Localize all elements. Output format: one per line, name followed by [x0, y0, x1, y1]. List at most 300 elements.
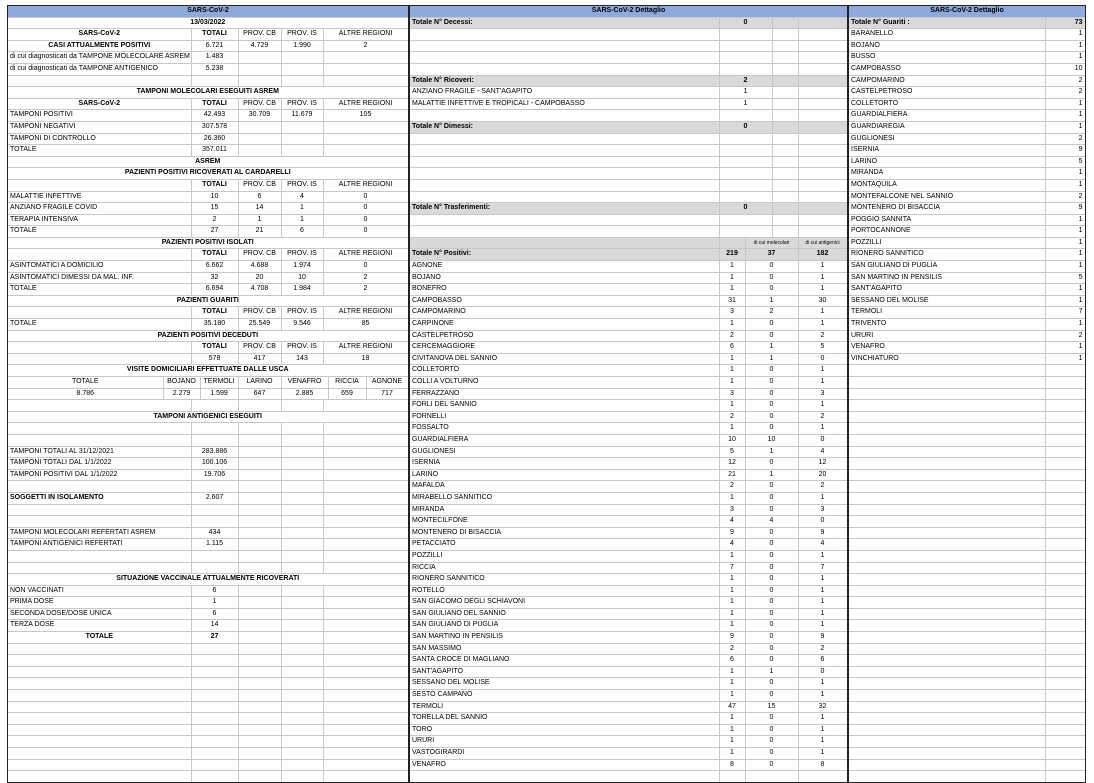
municipality: POGGIO SANNITA: [849, 214, 1045, 226]
positives-row: [410, 469, 847, 481]
total-count: 12: [719, 458, 745, 470]
cell: 1: [238, 214, 281, 226]
col-header: TOTALI: [191, 342, 238, 354]
municipality: RIONERO SANNITICO: [849, 249, 1045, 261]
positives-row: [410, 342, 847, 354]
molecular-count: 0: [745, 585, 798, 597]
positives-row: [410, 608, 847, 620]
municipality: TERMOLI: [849, 307, 1045, 319]
healed-row: [849, 319, 1085, 331]
molecular-count: 0: [745, 632, 798, 644]
positives-row: [410, 713, 847, 725]
cell: 21: [238, 226, 281, 238]
healed-row: [849, 342, 1085, 354]
antigen-count: 1: [798, 261, 847, 273]
col-header: PROV. IS: [281, 307, 323, 319]
molecular-count: 0: [745, 597, 798, 609]
row-label: TAMPONI DI CONTROLLO: [8, 133, 191, 145]
positives-row: [410, 377, 847, 389]
molecular-count: 0: [745, 678, 798, 690]
municipality: CAMPOMARINO: [410, 307, 719, 319]
cell: 4.708: [238, 284, 281, 296]
asrem-label: ASREM: [8, 156, 408, 168]
molecular-count: 0: [745, 411, 798, 423]
healed-detail-title: SARS-CoV-2 Dettaglio: [849, 6, 1085, 17]
municipality: MONTENERO DI BISACCIA: [849, 203, 1045, 215]
municipality: LARINO: [849, 156, 1045, 168]
total-count: 1: [719, 272, 745, 284]
col-header: PROV. CB: [238, 249, 281, 261]
row-label: ASINTOMATICI DIMESSI DA MAL. INF.: [8, 272, 191, 284]
row-label: TAMPONI MOLECOLARI REFERTATI ASREM: [8, 527, 191, 539]
col-header: TOTALI: [191, 307, 238, 319]
molecular-count: 1: [745, 469, 798, 481]
healed-count: 2: [1045, 87, 1085, 99]
positives-antigen: 182: [798, 249, 847, 261]
positives-detail-panel: [409, 5, 848, 783]
healed-count: 1: [1045, 52, 1085, 64]
municipality: CAMPOMARINO: [849, 75, 1045, 87]
molecular-count: 0: [745, 643, 798, 655]
healed-count: 1: [1045, 249, 1085, 261]
municipality: CERCEMAGGIORE: [410, 342, 719, 354]
total-count: 1: [719, 678, 745, 690]
healed-count: 1: [1045, 179, 1085, 191]
col-header: TOTALI: [191, 249, 238, 261]
healed-total-label: Totale N° Guariti :: [849, 17, 1045, 29]
antigen-count: 1: [798, 678, 847, 690]
total-count: 2: [719, 481, 745, 493]
cell: 2.885: [281, 388, 328, 400]
antigen-count: 1: [798, 550, 847, 562]
healed-row: [849, 75, 1085, 87]
healed-row: [849, 179, 1085, 191]
cell: 1: [281, 214, 323, 226]
positives-row: [410, 724, 847, 736]
municipality: VENAFRO: [849, 342, 1045, 354]
healed-row: [849, 98, 1085, 110]
cell: 32: [191, 272, 238, 284]
total-count: 1: [719, 574, 745, 586]
cell: 1: [191, 597, 238, 609]
molecular-count: 0: [745, 620, 798, 632]
cell: 2.607: [191, 492, 238, 504]
positives-row: [410, 446, 847, 458]
col-header: PROV. IS: [281, 342, 323, 354]
row-label: TOTALE: [8, 319, 191, 331]
positives-total: 219: [719, 249, 745, 261]
row-label: TAMPONI TOTALI AL 31/12/2021: [8, 446, 191, 458]
antigen-count: 1: [798, 492, 847, 504]
healed-count: 10: [1045, 63, 1085, 75]
healed-row: [849, 307, 1085, 319]
molecular-count: 1: [745, 295, 798, 307]
cell: 1.974: [281, 261, 323, 273]
deceased-title: PAZIENTI POSITIVI DECEDUTI: [8, 330, 408, 342]
total-count: 3: [719, 388, 745, 400]
municipality: RIONERO SANNITICO: [410, 574, 719, 586]
municipality: AGNONE: [410, 261, 719, 273]
municipality: GUGLIONESI: [410, 446, 719, 458]
total-count: 1: [719, 736, 745, 748]
healed-row: [849, 214, 1085, 226]
row-label: TOTALE: [8, 145, 191, 157]
cell: 5.238: [191, 63, 238, 75]
municipality: GUARDIALFIERA: [849, 110, 1045, 122]
healed-row: [849, 145, 1085, 157]
municipality: FORLI DEL SANNIO: [410, 400, 719, 412]
row-label: TAMPONI ANTIGENICI REFERTATI: [8, 539, 191, 551]
cell: 1.115: [191, 539, 238, 551]
healed-row: [849, 29, 1085, 41]
healed-count: 2: [1045, 191, 1085, 203]
antigen-count: 9: [798, 527, 847, 539]
cell: 1.990: [281, 40, 323, 52]
total-count: 1: [719, 585, 745, 597]
col-header: AGNONE: [366, 377, 408, 389]
municipality: GUARDIAREGIA: [849, 121, 1045, 133]
positives-row: [410, 330, 847, 342]
row-label: PRIMA DOSE: [8, 597, 191, 609]
total-count: 47: [719, 701, 745, 713]
antigen-count: 0: [798, 353, 847, 365]
total-count: 1: [719, 319, 745, 331]
col-header: TOTALI: [191, 98, 238, 110]
municipality: SAN GIULIANO DI PUGLIA: [849, 261, 1045, 273]
cell: 10: [191, 191, 238, 203]
positives-row: [410, 504, 847, 516]
positives-row: [410, 736, 847, 748]
cell: 27: [191, 226, 238, 238]
vaccination-title: SITUAZIONE VACCINALE ATTUALMENTE RICOVERATI: [8, 574, 408, 586]
antigen-count: 0: [798, 516, 847, 528]
antigen-count: 2: [798, 643, 847, 655]
molecular-count: 0: [745, 550, 798, 562]
total-count: 1: [719, 353, 745, 365]
molecular-count: 0: [745, 365, 798, 377]
molecular-count: 0: [745, 562, 798, 574]
cell: 357.011: [191, 145, 238, 157]
col-header: BOJANO: [163, 377, 200, 389]
healed-row: [849, 237, 1085, 249]
cell: 26.360: [191, 133, 238, 145]
row-label: TOTALE: [8, 226, 191, 238]
row-label: TAMPONI POSITIVI DAL 1/1/2022: [8, 469, 191, 481]
healed-count: 5: [1045, 272, 1085, 284]
antigen-count: 30: [798, 295, 847, 307]
total-count: 2: [719, 330, 745, 342]
municipality: MIRABELLO SANNITICO: [410, 492, 719, 504]
healed-row: [849, 168, 1085, 180]
cell: 417: [238, 353, 281, 365]
positives-row: [410, 365, 847, 377]
cell: 19.706: [191, 469, 238, 481]
total-count: 9: [719, 632, 745, 644]
cell: 85: [323, 319, 408, 331]
positives-row: [410, 585, 847, 597]
positives-row: [410, 353, 847, 365]
molecular-count: 0: [745, 388, 798, 400]
positives-row: [410, 492, 847, 504]
molecular-count: 0: [745, 261, 798, 273]
healed-count: 1: [1045, 40, 1085, 52]
cell: 717: [366, 388, 408, 400]
municipality: VASTOGIRARDI: [410, 748, 719, 760]
positives-row: [410, 284, 847, 296]
healed-row: [849, 87, 1085, 99]
col-header: PROV. IS: [281, 249, 323, 261]
molecular-count: 0: [745, 423, 798, 435]
healed-count: 2: [1045, 133, 1085, 145]
total-count: 6: [719, 342, 745, 354]
total-count: 1: [719, 261, 745, 273]
municipality: BARANELLO: [849, 29, 1045, 41]
antigen-count: 1: [798, 272, 847, 284]
municipality: FOSSALTO: [410, 423, 719, 435]
healed-row: [849, 330, 1085, 342]
col-header: PROV. CB: [238, 98, 281, 110]
molecular-count: 0: [745, 458, 798, 470]
antigen-count: 20: [798, 469, 847, 481]
cell: 1: [719, 87, 772, 99]
total-count: 1: [719, 492, 745, 504]
vaccination-total-label: TOTALE: [8, 632, 191, 644]
municipality: PETACCIATO: [410, 539, 719, 551]
municipality: MONTAQUILA: [849, 179, 1045, 191]
positives-row: [410, 701, 847, 713]
municipality: FERRAZZANO: [410, 388, 719, 400]
col-header: ALTRE REGIONI: [323, 29, 408, 41]
healed-count: 1: [1045, 342, 1085, 354]
cell: 14: [238, 203, 281, 215]
total-count: 1: [719, 608, 745, 620]
cell: 1: [719, 98, 772, 110]
cell: 6: [281, 226, 323, 238]
cell: 647: [238, 388, 281, 400]
cell: 143: [281, 353, 323, 365]
total-count: 1: [719, 724, 745, 736]
cell: 4: [281, 191, 323, 203]
positives-row: [410, 458, 847, 470]
cell: 2: [323, 272, 408, 284]
healed-row: [849, 156, 1085, 168]
municipality: SAN GIULIANO DEL SANNIO: [410, 608, 719, 620]
antigen-count: 5: [798, 342, 847, 354]
cell: 15: [191, 203, 238, 215]
total-count: 4: [719, 539, 745, 551]
molecular-count: 4: [745, 516, 798, 528]
healed-count: 1: [1045, 121, 1085, 133]
positives-row: [410, 272, 847, 284]
molecular-count: 0: [745, 539, 798, 551]
cell: 25.549: [238, 319, 281, 331]
molecular-count: 2: [745, 307, 798, 319]
molecular-count: 0: [745, 713, 798, 725]
healed-row: [849, 63, 1085, 75]
molecular-count: 1: [745, 342, 798, 354]
antigen-count: 1: [798, 620, 847, 632]
municipality: SANT'AGAPITO: [410, 666, 719, 678]
molecular-count: 0: [745, 504, 798, 516]
summary-title: SARS-CoV-2: [8, 6, 408, 17]
healed-count: 1: [1045, 284, 1085, 296]
total-count: 4: [719, 516, 745, 528]
molecular-count: 0: [745, 527, 798, 539]
cell: 4.688: [238, 261, 281, 273]
cell: 11.679: [281, 110, 323, 122]
municipality: CARPINONE: [410, 319, 719, 331]
municipality: PORTOCANNONE: [849, 226, 1045, 238]
cell: 30.709: [238, 110, 281, 122]
detail-title: SARS-CoV-2 Dettaglio: [410, 6, 847, 17]
positives-row: [410, 481, 847, 493]
total-count: 1: [719, 365, 745, 377]
cell: 307.578: [191, 121, 238, 133]
cell: 35.180: [191, 319, 238, 331]
healed-row: [849, 191, 1085, 203]
lower-table: [8, 400, 409, 783]
antigen-count: 1: [798, 365, 847, 377]
antigen-count: 3: [798, 388, 847, 400]
cell: 6: [191, 585, 238, 597]
row-label: ANZIANO FRAGILE COVID: [8, 203, 191, 215]
usca-table: [8, 365, 409, 400]
antigen-count: 0: [798, 434, 847, 446]
cell: 0: [323, 203, 408, 215]
total-count: 3: [719, 504, 745, 516]
col-header: VENAFRO: [281, 377, 328, 389]
positives-row: [410, 516, 847, 528]
antigen-count: 1: [798, 597, 847, 609]
healed-count: 1: [1045, 214, 1085, 226]
healed-count: 1: [1045, 237, 1085, 249]
municipality: CASTELPETROSO: [410, 330, 719, 342]
municipality: MONTECILFONE: [410, 516, 719, 528]
healed-count: 1: [1045, 319, 1085, 331]
healed-row: [849, 203, 1085, 215]
healed-count: 1: [1045, 353, 1085, 365]
cell: 0: [323, 226, 408, 238]
antigen-count: 1: [798, 736, 847, 748]
municipality: SESTO CAMPANO: [410, 690, 719, 702]
antigen-count: 7: [798, 562, 847, 574]
molecular-count: 10: [745, 434, 798, 446]
cell: 0: [323, 191, 408, 203]
total-count: 2: [719, 643, 745, 655]
healed-row: [849, 226, 1085, 238]
antigen-count: 1: [798, 377, 847, 389]
municipality: VENAFRO: [410, 759, 719, 771]
cell: 18: [323, 353, 408, 365]
municipality: SAN GIACOMO DEGLI SCHIAVONI: [410, 597, 719, 609]
molecular-count: 0: [745, 284, 798, 296]
antigen-count: 1: [798, 400, 847, 412]
row-label: MALATTIE INFETTIVE: [8, 191, 191, 203]
positives-row: [410, 620, 847, 632]
cell: 6.721: [191, 40, 238, 52]
municipality: COLLETORTO: [410, 365, 719, 377]
total-count: 1: [719, 284, 745, 296]
healed-count: 1: [1045, 226, 1085, 238]
municipality: TORELLA DEL SANNIO: [410, 713, 719, 725]
municipality: COLLETORTO: [849, 98, 1045, 110]
antigen-count: 12: [798, 458, 847, 470]
municipality: BUSSO: [849, 52, 1045, 64]
row-label: SECONDA DOSE/DOSE UNICA: [8, 608, 191, 620]
healed-total-value: 73: [1045, 17, 1085, 29]
deaths-label: Totale N° Decessi:: [410, 17, 719, 29]
total-count: 10: [719, 434, 745, 446]
healed-count: 5: [1045, 156, 1085, 168]
healed-row: [849, 249, 1085, 261]
isolated-title: PAZIENTI POSITIVI ISOLATI: [8, 237, 408, 249]
summary-panel: [7, 5, 409, 783]
sec2-label: SARS-CoV-2: [8, 98, 191, 110]
municipality: BOJANO: [410, 272, 719, 284]
municipality: SANT'AGAPITO: [849, 284, 1045, 296]
total-count: 1: [719, 666, 745, 678]
admissions-value: 2: [719, 75, 772, 87]
antigen-count: 2: [798, 411, 847, 423]
total-count: 9: [719, 527, 745, 539]
municipality: CAMPOBASSO: [410, 295, 719, 307]
total-count: 1: [719, 377, 745, 389]
cell: 2: [323, 284, 408, 296]
total-count: 21: [719, 469, 745, 481]
municipality: TERMOLI: [410, 701, 719, 713]
healed-row: [849, 40, 1085, 52]
positives-row: [410, 550, 847, 562]
molecular-count: 1: [745, 353, 798, 365]
healed-count: 2: [1045, 330, 1085, 342]
positives-row: [410, 527, 847, 539]
molecular-count: 0: [745, 759, 798, 771]
municipality: MONTEFALCONE NEL SANNIO: [849, 191, 1045, 203]
total-count: 1: [719, 400, 745, 412]
municipality: POZZILLI: [849, 237, 1045, 249]
positives-row: [410, 562, 847, 574]
cell: 2: [191, 214, 238, 226]
molecular-count: 0: [745, 690, 798, 702]
healed-count: 1: [1045, 168, 1085, 180]
col-header: ALTRE REGIONI: [323, 307, 408, 319]
antigen-count: 1: [798, 585, 847, 597]
municipality: MONTENERO DI BISACCIA: [410, 527, 719, 539]
positives-row: [410, 655, 847, 667]
total-count: 6: [719, 655, 745, 667]
row-label: TAMPONI NEGATIVI: [8, 121, 191, 133]
antigen-count: 8: [798, 759, 847, 771]
col-header: PROV. CB: [238, 342, 281, 354]
municipality: VINCHIATURO: [849, 353, 1045, 365]
municipality: CAMPOBASSO: [849, 63, 1045, 75]
cell: 6.694: [191, 284, 238, 296]
deaths-value: 0: [719, 17, 772, 29]
municipality: SAN GIULIANO DI PUGLIA: [410, 620, 719, 632]
summary-table: [8, 6, 409, 365]
antigen-count: 1: [798, 748, 847, 760]
cell: 42.493: [191, 110, 238, 122]
sec1-label: SARS-CoV-2: [8, 29, 191, 41]
antigen-count: 1: [798, 690, 847, 702]
positives-row: [410, 423, 847, 435]
cell: 659: [328, 388, 366, 400]
antigen-count: 1: [798, 713, 847, 725]
healed-detail-table: [849, 6, 1086, 783]
municipality: ISERNIA: [410, 458, 719, 470]
municipality: MIRANDA: [849, 168, 1045, 180]
positives-molecular: 37: [745, 249, 798, 261]
